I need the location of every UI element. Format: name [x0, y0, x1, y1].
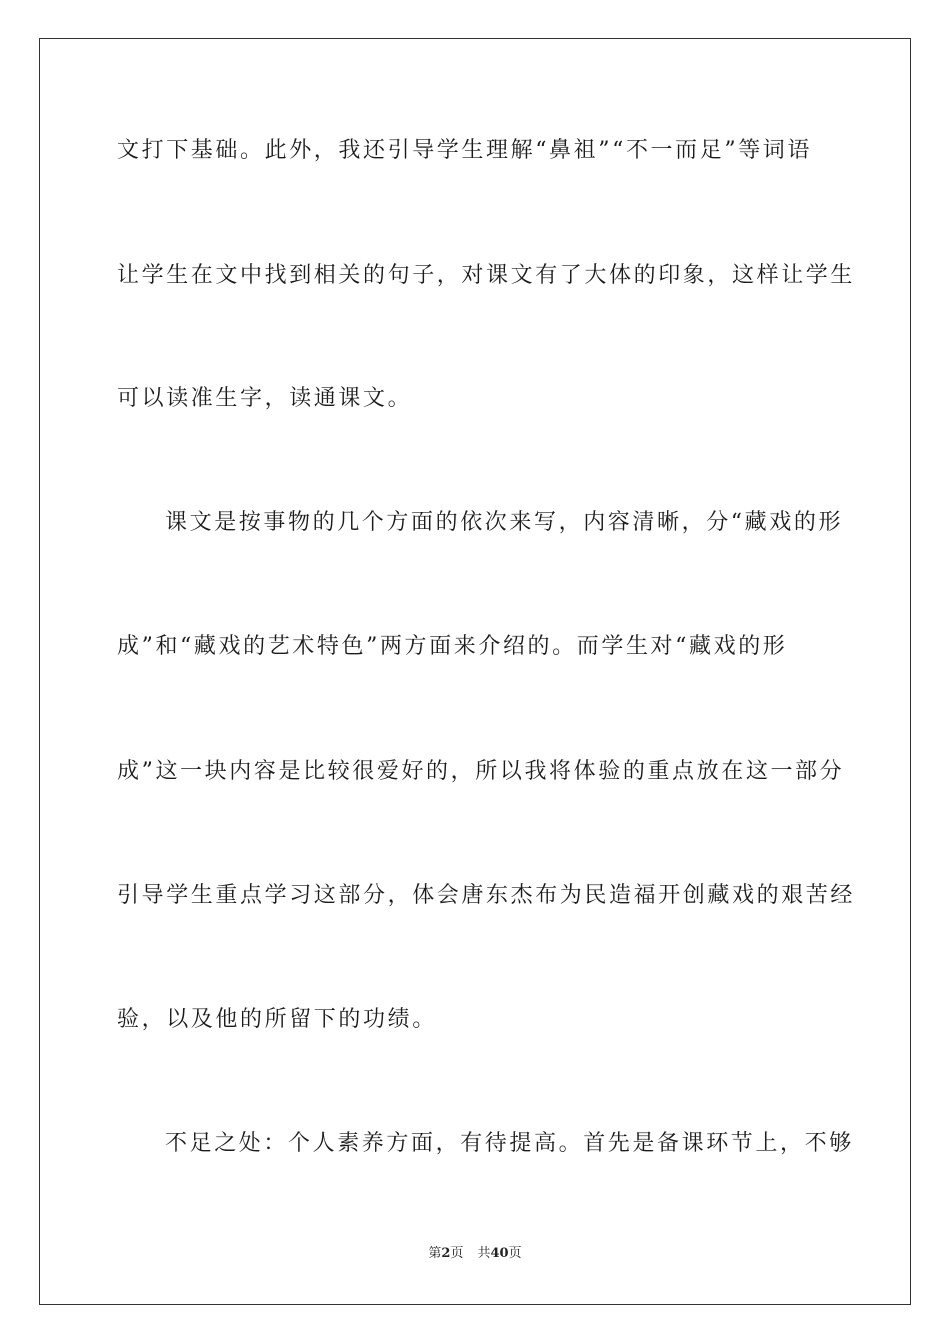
text-line: 成”这一块内容是比较很爱好的，所以我将体验的重点放在这一部分	[117, 759, 845, 784]
total-suffix: 页	[508, 1246, 522, 1261]
text-line: 可以读准生字，读通课文。	[117, 386, 413, 411]
total-pages: 40	[490, 1246, 509, 1261]
text-line: 文打下基础。此外，我还引导学生理解“鼻祖”“不一而足”等词语	[117, 138, 812, 163]
page-footer	[0, 1245, 950, 1263]
text-line: 验，以及他的所留下的功绩。	[117, 1007, 437, 1032]
page-suffix: 页	[450, 1246, 464, 1261]
text-line: 引导学生重点学习这部分，体会唐东杰布为民造福开创藏戏的艰苦经	[117, 883, 856, 908]
total-prefix: 共	[477, 1246, 491, 1261]
text-line: 成”和“藏戏的艺术特色”两方面来介绍的。而学生对“藏戏的形	[117, 634, 788, 659]
page-number: 2	[441, 1246, 451, 1261]
text-line: 课文是按事物的几个方面的依次来写，内容清晰，分“藏戏的形	[165, 510, 844, 535]
page-prefix: 第	[428, 1246, 442, 1261]
page-border	[39, 38, 911, 1305]
text-line: 让学生在文中找到相关的句子，对课文有了大体的印象，这样让学生	[117, 263, 856, 288]
text-line: 不足之处：个人素养方面，有待提高。首先是备课环节上，不够	[165, 1131, 854, 1156]
